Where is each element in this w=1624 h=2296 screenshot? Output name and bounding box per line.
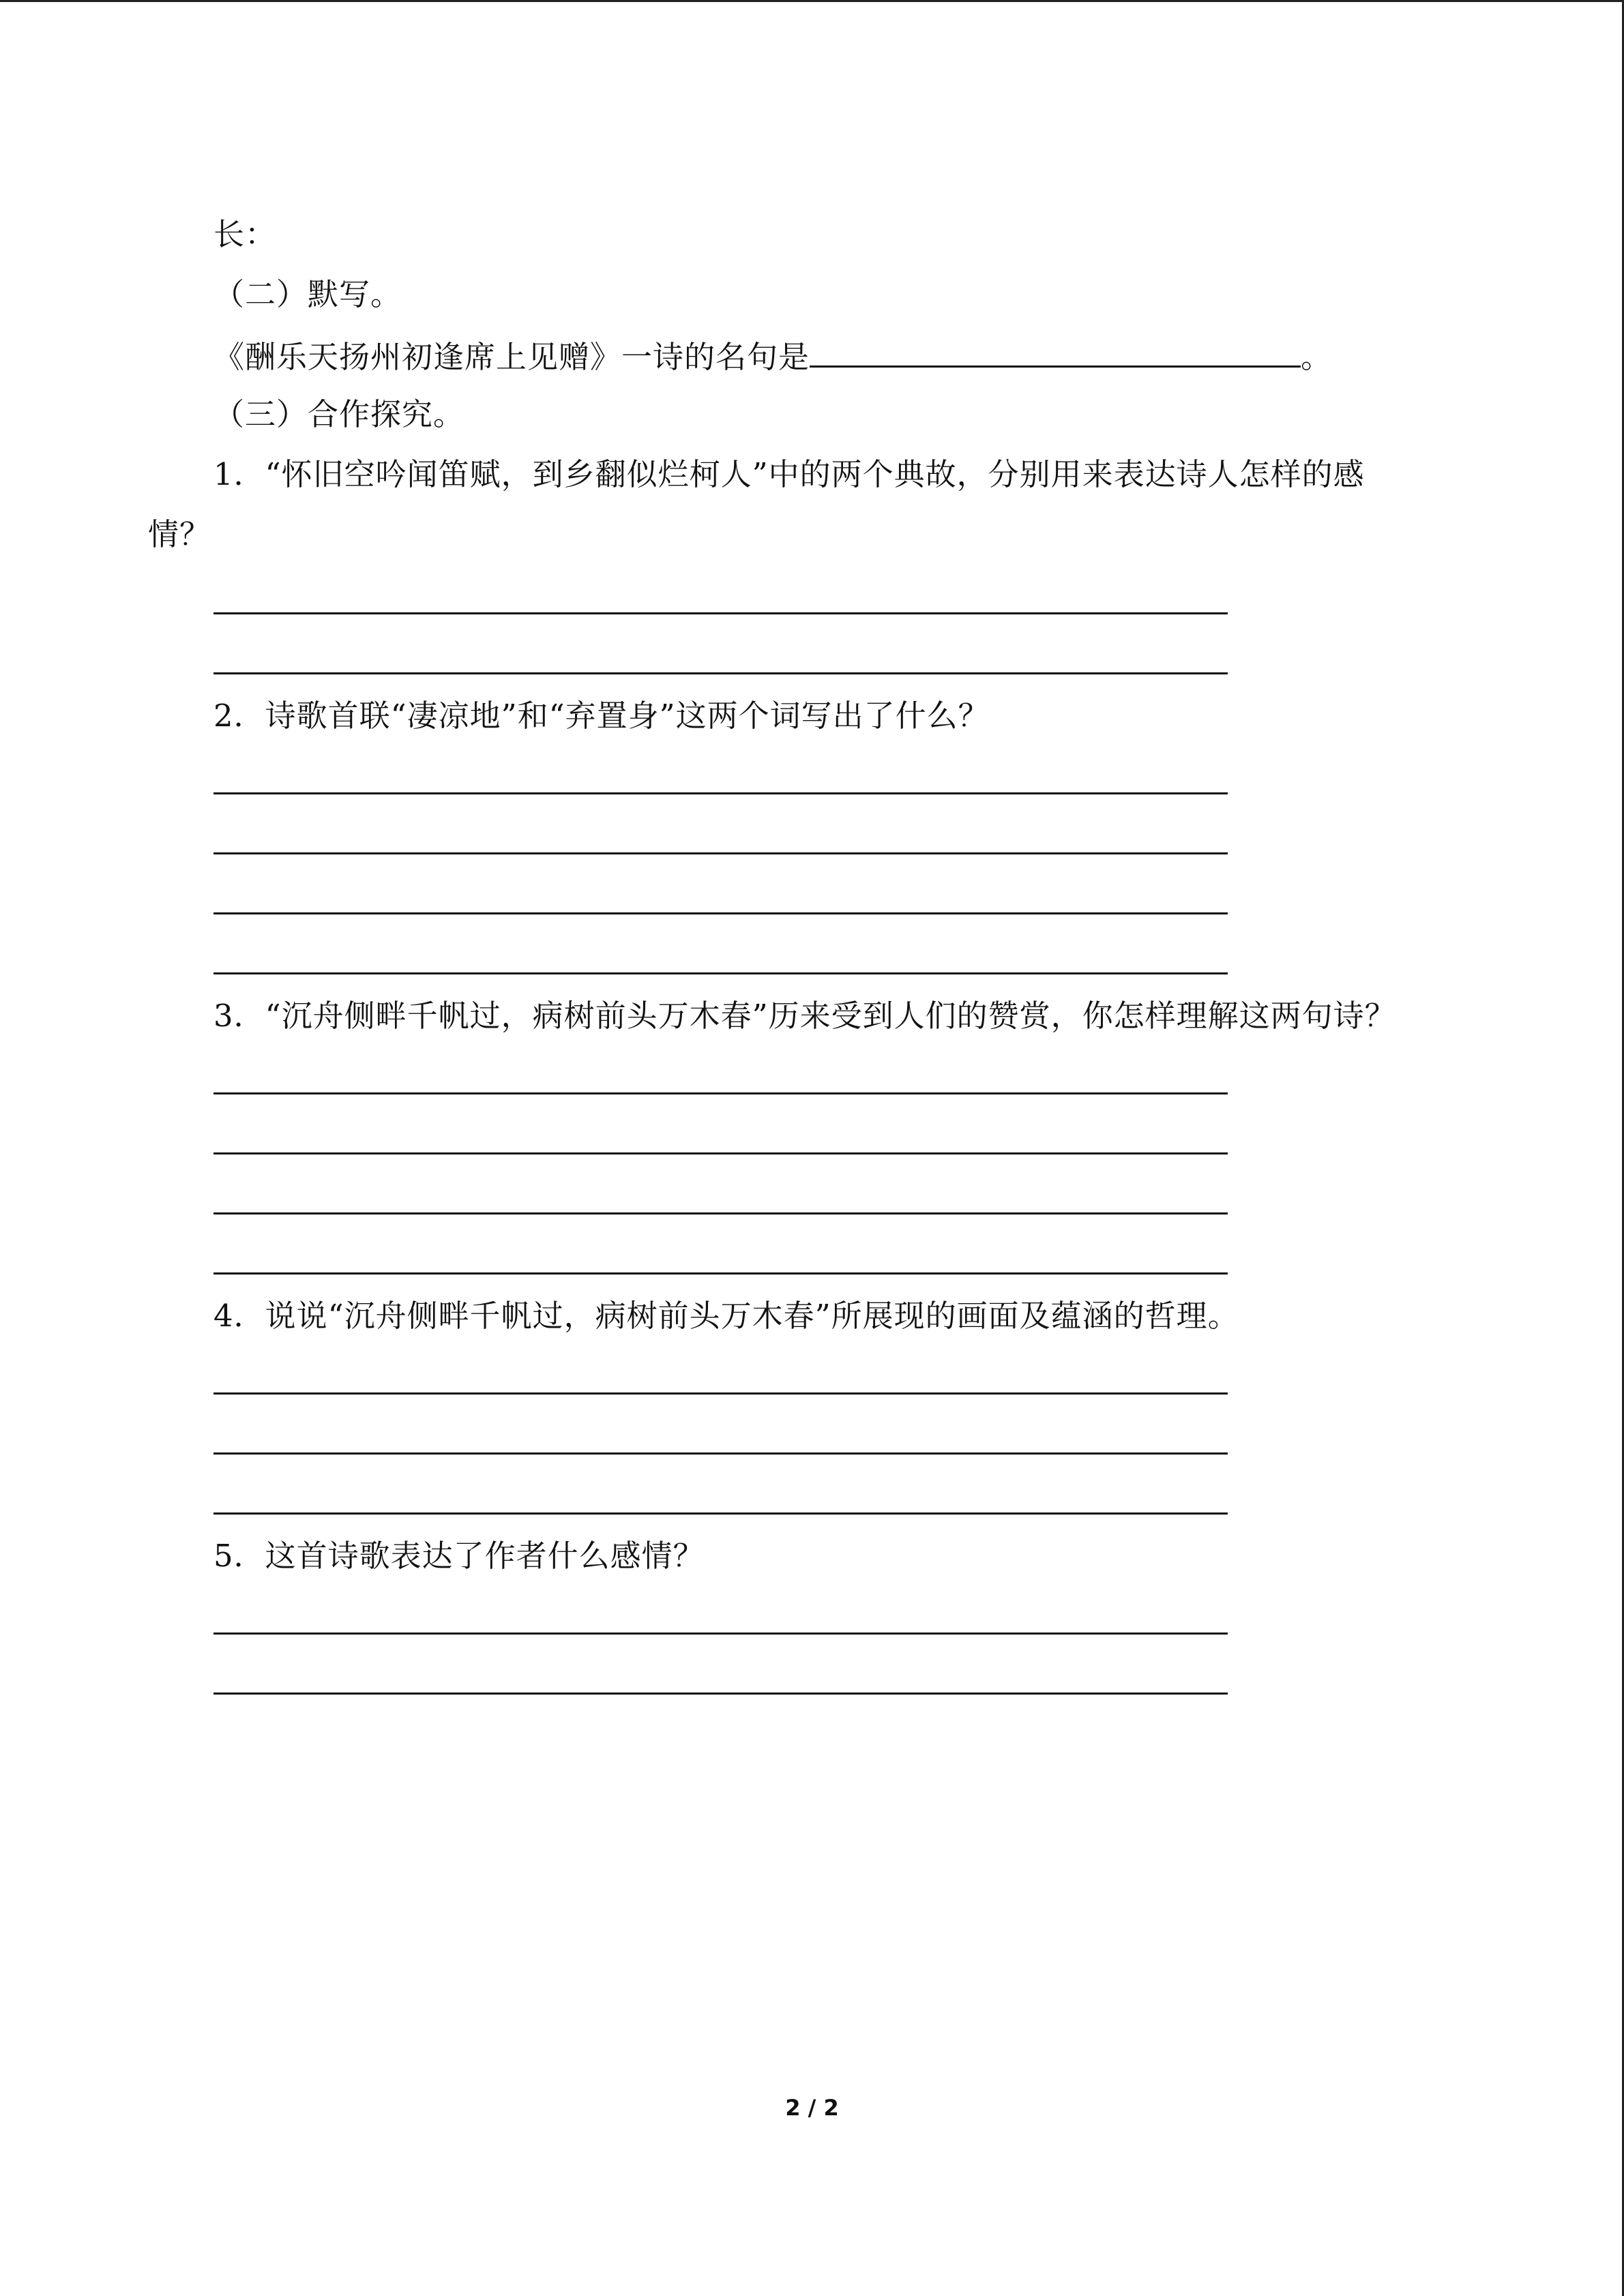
answer-line[interactable] <box>213 912 1228 914</box>
answer-line[interactable] <box>213 1452 1228 1455</box>
question-4-text: 4．说说“沉舟侧畔千帆过，病树前头万木春”所展现的画面及蕴涵的哲理。 <box>213 1298 1239 1334</box>
answer-line[interactable] <box>213 612 1228 614</box>
answer-line[interactable] <box>213 1392 1228 1395</box>
continuation-text: 长： <box>213 216 277 252</box>
question-2-text: 2．诗歌首联“凄凉地”和“弃置身”这两个词写出了什么？ <box>213 698 990 734</box>
dictation-prompt <box>213 336 1332 376</box>
page-top-border <box>0 0 1624 2</box>
answer-line[interactable] <box>213 1092 1228 1094</box>
page-number: 2 / 2 <box>785 2095 839 2121</box>
dictation-answer-blank[interactable] <box>810 336 1301 368</box>
answer-line[interactable] <box>213 972 1228 974</box>
answer-line[interactable] <box>213 1512 1228 1515</box>
section-2-heading: （二）默写。 <box>213 276 402 312</box>
answer-line[interactable] <box>213 672 1228 674</box>
answer-line[interactable] <box>213 1693 1228 1695</box>
question-3-text: 3．“沉舟侧畔千帆过，病树前头万木春”历来受到人们的赞赏，你怎样理解这两句诗？ <box>213 998 1396 1034</box>
dictation-prompt-end: 。 <box>1301 339 1333 375</box>
question-1-text-cont: 情？ <box>148 516 211 552</box>
answer-line[interactable] <box>213 1272 1228 1274</box>
question-1-text: 1．“怀旧空吟闻笛赋，到乡翻似烂柯人”中的两个典故，分别用来表达诗人怎样的感 <box>213 456 1365 492</box>
section-3-heading: （三）合作探究。 <box>213 396 465 432</box>
dictation-prompt-text: 《酬乐天扬州初逢席上见赠》一诗的名句是 <box>213 339 810 375</box>
answer-line[interactable] <box>213 1152 1228 1154</box>
answer-line[interactable] <box>213 1212 1228 1214</box>
answer-line[interactable] <box>213 792 1228 794</box>
question-5-text: 5．这首诗歌表达了作者什么感情？ <box>213 1538 705 1574</box>
answer-line[interactable] <box>213 852 1228 854</box>
answer-line[interactable] <box>213 1632 1228 1635</box>
